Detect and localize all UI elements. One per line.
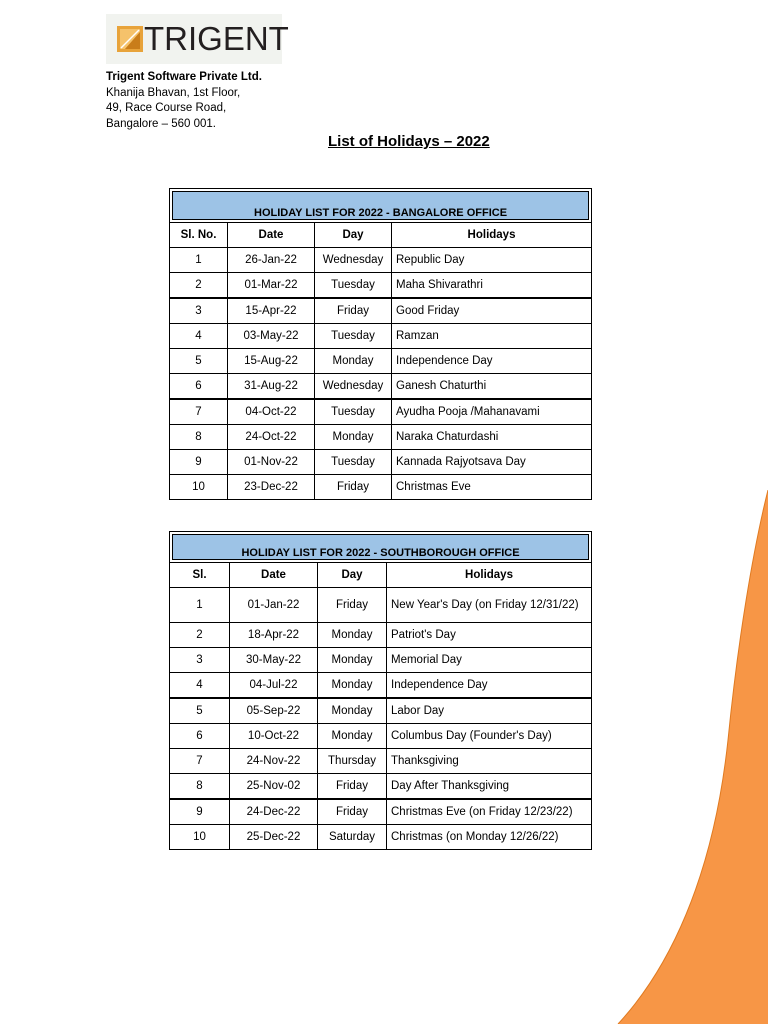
cell-holiday: Maha Shivarathri [392,273,592,299]
table-row [170,673,592,699]
cell-day: Friday [318,799,387,825]
table-row [170,774,592,800]
cell-holiday: Day After Thanksgiving [387,774,592,800]
cell-holiday: Christmas (on Monday 12/26/22) [387,825,592,850]
cell-date: 24-Dec-22 [230,799,318,825]
company-logo [106,14,289,64]
company-address [106,70,262,132]
cell-day: Friday [318,588,387,623]
cell-holiday: Ramzan [392,324,592,349]
table-row [170,248,592,273]
cell-day: Monday [318,673,387,699]
cell-date: 26-Jan-22 [228,248,315,273]
cell-day: Friday [315,475,392,500]
cell-holiday: Thanksgiving [387,749,592,774]
southborough-holiday-table [169,531,591,850]
cell-day: Tuesday [315,324,392,349]
cell-day: Saturday [318,825,387,850]
cell-day: Monday [318,698,387,724]
cell-holiday: Ayudha Pooja /Mahanavami [392,399,592,425]
table-row [170,648,592,673]
cell-day: Thursday [318,749,387,774]
cell-sl: 1 [170,588,230,623]
column-header: Day [318,563,387,588]
table-row [170,425,592,450]
cell-sl: 10 [170,825,230,850]
cell-holiday: Republic Day [392,248,592,273]
cell-holiday: Christmas Eve (on Friday 12/23/22) [387,799,592,825]
cell-day: Monday [318,724,387,749]
cell-sl: 6 [170,724,230,749]
column-header: Sl. No. [170,223,228,248]
cell-holiday: Memorial Day [387,648,592,673]
cell-sl: 3 [170,648,230,673]
cell-sl: 8 [170,425,228,450]
cell-date: 24-Nov-22 [230,749,318,774]
cell-day: Tuesday [315,399,392,425]
cell-sl: 2 [170,623,230,648]
table-title: HOLIDAY LIST FOR 2022 - SOUTHBOROUGH OFFICE [170,532,592,563]
table-row [170,298,592,324]
table-row [170,749,592,774]
table-row [170,475,592,500]
cell-sl: 9 [170,450,228,475]
cell-holiday: Kannada Rajyotsava Day [392,450,592,475]
table-row [170,273,592,299]
table-row [170,374,592,400]
cell-date: 24-Oct-22 [228,425,315,450]
document-title: List of Holidays – 2022 [328,133,490,150]
cell-holiday: Independence Day [392,349,592,374]
cell-date: 04-Jul-22 [230,673,318,699]
cell-day: Tuesday [315,450,392,475]
cell-date: 01-Nov-22 [228,450,315,475]
company-name: Trigent Software Private Ltd. [106,71,262,83]
cell-date: 01-Jan-22 [230,588,318,623]
table-row [170,698,592,724]
cell-holiday: Independence Day [387,673,592,699]
cell-holiday: Good Friday [392,298,592,324]
cell-day: Monday [318,623,387,648]
cell-holiday: Labor Day [387,698,592,724]
column-header: Holidays [387,563,592,588]
column-header: Sl. [170,563,230,588]
cell-date: 23-Dec-22 [228,475,315,500]
cell-day: Wednesday [315,248,392,273]
table-row [170,724,592,749]
cell-day: Tuesday [315,273,392,299]
cell-day: Friday [318,774,387,800]
cell-day: Monday [318,648,387,673]
bangalore-holiday-table [169,188,591,500]
cell-date: 05-Sep-22 [230,698,318,724]
trigent-logo-mark-icon [117,26,143,52]
orange-swoosh-decoration [588,490,768,1024]
cell-holiday: New Year's Day (on Friday 12/31/22) [387,588,592,623]
table-row [170,825,592,850]
cell-date: 10-Oct-22 [230,724,318,749]
table-row [170,399,592,425]
cell-sl: 8 [170,774,230,800]
cell-sl: 5 [170,698,230,724]
cell-date: 15-Aug-22 [228,349,315,374]
table-row [170,799,592,825]
cell-sl: 7 [170,399,228,425]
cell-holiday: Patriot's Day [387,623,592,648]
cell-date: 03-May-22 [228,324,315,349]
cell-sl: 4 [170,324,228,349]
cell-sl: 10 [170,475,228,500]
cell-date: 01-Mar-22 [228,273,315,299]
address-line: Bangalore – 560 001. [106,117,216,130]
cell-sl: 2 [170,273,228,299]
cell-date: 18-Apr-22 [230,623,318,648]
column-header: Date [228,223,315,248]
table-row [170,623,592,648]
cell-holiday: Ganesh Chaturthi [392,374,592,400]
table-row [170,450,592,475]
cell-sl: 6 [170,374,228,400]
column-header: Holidays [392,223,592,248]
cell-date: 25-Nov-02 [230,774,318,800]
cell-sl: 7 [170,749,230,774]
cell-day: Friday [315,298,392,324]
cell-date: 04-Oct-22 [228,399,315,425]
cell-sl: 3 [170,298,228,324]
cell-holiday: Christmas Eve [392,475,592,500]
table-title: HOLIDAY LIST FOR 2022 - BANGALORE OFFICE [170,189,592,223]
address-line: 49, Race Course Road, [106,102,227,114]
cell-day: Monday [315,349,392,374]
cell-day: Monday [315,425,392,450]
cell-sl: 1 [170,248,228,273]
cell-holiday: Naraka Chaturdashi [392,425,592,450]
cell-date: 25-Dec-22 [230,825,318,850]
cell-sl: 5 [170,349,228,374]
cell-date: 15-Apr-22 [228,298,315,324]
table-row [170,324,592,349]
cell-date: 30-May-22 [230,648,318,673]
table-row [170,349,592,374]
column-header: Date [230,563,318,588]
logo-text: TRIGENT [144,20,289,57]
cell-day: Wednesday [315,374,392,400]
cell-date: 31-Aug-22 [228,374,315,400]
table-row [170,588,592,623]
address-line: Khanija Bhavan, 1st Floor, [106,86,241,99]
cell-sl: 4 [170,673,230,699]
column-header: Day [315,223,392,248]
cell-holiday: Columbus Day (Founder's Day) [387,724,592,749]
cell-sl: 9 [170,799,230,825]
